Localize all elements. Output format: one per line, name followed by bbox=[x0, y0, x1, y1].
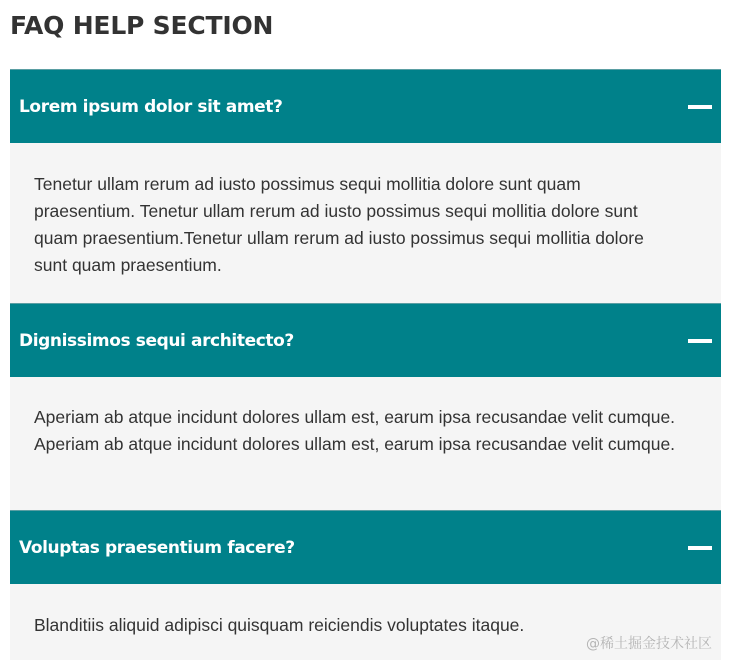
faq-accordion bbox=[10, 69, 721, 660]
faq-answer-text: Tenetur ullam rerum ad iusto possimus sequi mollitia dolore sunt quam praesentium. Tenetur ullam rerum ad iusto possimus sequi mollitia dolore sunt quam praesentium.Tenetur ullam rerum ad iusto possimus sequi mollitia dolore sunt quam praesentium. bbox=[34, 174, 644, 275]
faq-question-header[interactable] bbox=[10, 303, 721, 377]
minus-icon[interactable] bbox=[688, 105, 712, 109]
faq-question-text: Voluptas praesentium facere? bbox=[19, 537, 295, 558]
faq-question-text: Lorem ipsum dolor sit amet? bbox=[19, 96, 283, 117]
faq-answer-text: Aperiam ab atque incidunt dolores ullam est, earum ipsa recusandae velit cumque. Aperiam ab atque incidunt dolores ullam est, earum ipsa recusandae velit cumque. bbox=[34, 407, 676, 454]
page-title: FAQ HELP SECTION bbox=[10, 11, 274, 40]
faq-question-text: Dignissimos sequi architecto? bbox=[19, 330, 294, 351]
watermark: @稀土掘金技术社区 bbox=[586, 636, 712, 652]
faq-item bbox=[10, 303, 721, 510]
faq-item bbox=[10, 69, 721, 303]
faq-question-header[interactable] bbox=[10, 510, 721, 584]
faq-answer-text: Blanditiis aliquid adipisci quisquam reiciendis voluptates itaque. bbox=[34, 615, 525, 635]
minus-icon[interactable] bbox=[688, 546, 712, 550]
faq-question-header[interactable] bbox=[10, 69, 721, 143]
faq-answer-panel bbox=[10, 143, 721, 303]
faq-answer-panel bbox=[10, 377, 721, 510]
minus-icon[interactable] bbox=[688, 339, 712, 343]
